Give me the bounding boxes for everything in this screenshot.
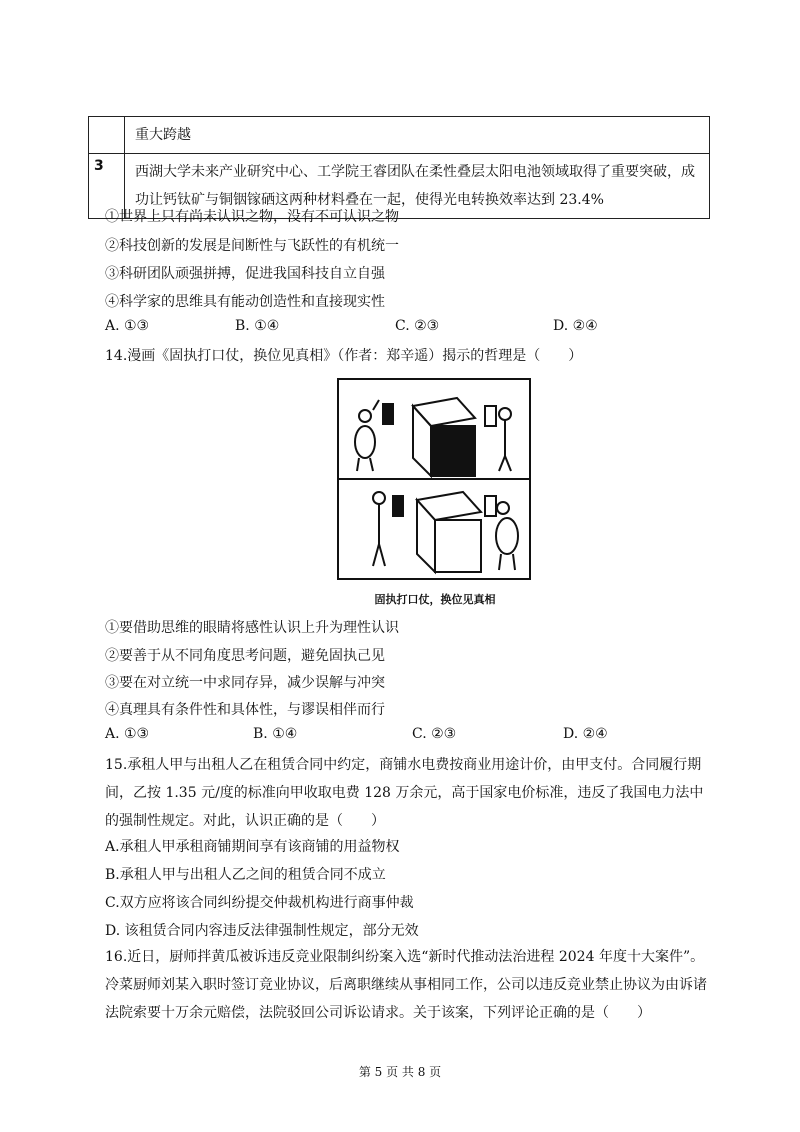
person-body [496, 518, 518, 554]
paper-light [485, 406, 496, 426]
q13-statement-1: ①世界上只有尚未认识之物，没有不可认识之物 [105, 209, 399, 225]
box-front [417, 500, 435, 572]
person-arm [373, 400, 379, 410]
q14-stem: 14.漫画《固执打口仗，换位见真相》（作者：郑辛遥）揭示的哲理是（ ） [105, 348, 583, 364]
comic-caption: 固执打口仗，换位见真相 [374, 593, 496, 606]
q13-statement-2: ②科技创新的发展是间断性与飞跃性的有机统一 [105, 238, 399, 254]
person-head [499, 408, 511, 420]
person-leg [513, 554, 515, 570]
option-c: C. ②③ [395, 318, 440, 334]
option-d: D. ②④ [563, 726, 608, 742]
person-head [359, 410, 371, 422]
box-front [413, 406, 431, 476]
comic-illustration [335, 376, 533, 582]
table-cell-number: 3 [89, 154, 125, 219]
person-leg [505, 456, 511, 471]
page-footer: 第 5 页 共 8 页 [358, 1065, 442, 1079]
person-head [373, 492, 385, 504]
option-a: A. ①③ [105, 318, 150, 334]
person-leg [499, 554, 501, 570]
person-leg [357, 458, 359, 471]
person-leg [499, 456, 505, 471]
table-row [89, 117, 710, 154]
q14-statement-2: ②要善于从不同角度思考问题，避免固执己见 [105, 648, 385, 664]
q14-statement-3: ③要在对立统一中求同存异，减少误解与冲突 [105, 675, 385, 691]
q15-option-a: A.承租人甲承租商铺期间享有该商铺的用益物权 [105, 839, 400, 855]
paper-dark [393, 496, 403, 516]
table-cell-number [89, 117, 125, 154]
q15-option-c: C.双方应将该合同纠纷提交仲裁机构进行商事仲裁 [105, 895, 414, 911]
box-light-side [435, 520, 481, 572]
person-body [355, 426, 375, 458]
q14-statement-4: ④真理具有条件性和具体性，与谬误相伴而行 [105, 702, 385, 718]
table-cell-text: 重大跨越 [125, 117, 710, 154]
paper-light [485, 496, 496, 516]
q13-statement-4: ④科学家的思维具有能动创造性和直接现实性 [105, 294, 385, 310]
person-leg [373, 544, 379, 566]
paper-dark [383, 404, 393, 424]
q14-statement-1: ①要借助思维的眼睛将感性认识上升为理性认识 [105, 620, 399, 636]
table-cell-text: 西湖大学未来产业研究中心、工学院王睿团队在柔性叠层太阳电池领域取得了重要突破，成功让钙钛矿与铜铟镓硒这两种材料叠在一起，使得光电转换效率达到 23.4% [125, 154, 710, 219]
option-d: D. ②④ [553, 318, 598, 334]
person-leg [379, 544, 385, 566]
q13-statement-3: ③科研团队顽强拼搏，促进我国科技自立自强 [105, 266, 385, 282]
q16-stem: 16.近日，厨师拌黄瓜被诉违反竞业限制纠纷案入选“新时代推动法治进程 2024 年度十大案件”。冷菜厨师刘某入职时签订竞业协议，后离职继续从事相同工作，公司以违反竞业禁止协议为由诉诸法院索要十万余元赔偿，法院驳回公司诉讼请求。关于该案，下列评论正确的是（ ） [105, 949, 707, 1021]
box-dark-side [431, 426, 475, 476]
q15-option-d: D. 该租赁合同内容违反法律强制性规定，部分无效 [105, 923, 419, 939]
person-leg [370, 458, 373, 471]
box-top [413, 398, 475, 426]
option-c: C. ②③ [412, 726, 457, 742]
option-b: B. ①④ [235, 318, 280, 334]
q15-stem: 15.承租人甲与出租人乙在租赁合同中约定，商铺水电费按商业用途计价，由甲支付。合同履行期间，乙按 1.35 元/度的标准向甲收取电费 128 万余元，高于国家电价标准，违反了我国电力法中的强制性规定。对此，认识正确的是（ ） [105, 757, 704, 829]
person-head [497, 502, 509, 514]
option-a: A. ①③ [105, 726, 150, 742]
info-table [88, 116, 710, 219]
q15-option-b: B.承租人甲与出租人乙之间的租赁合同不成立 [105, 867, 386, 883]
option-b: B. ①④ [253, 726, 298, 742]
